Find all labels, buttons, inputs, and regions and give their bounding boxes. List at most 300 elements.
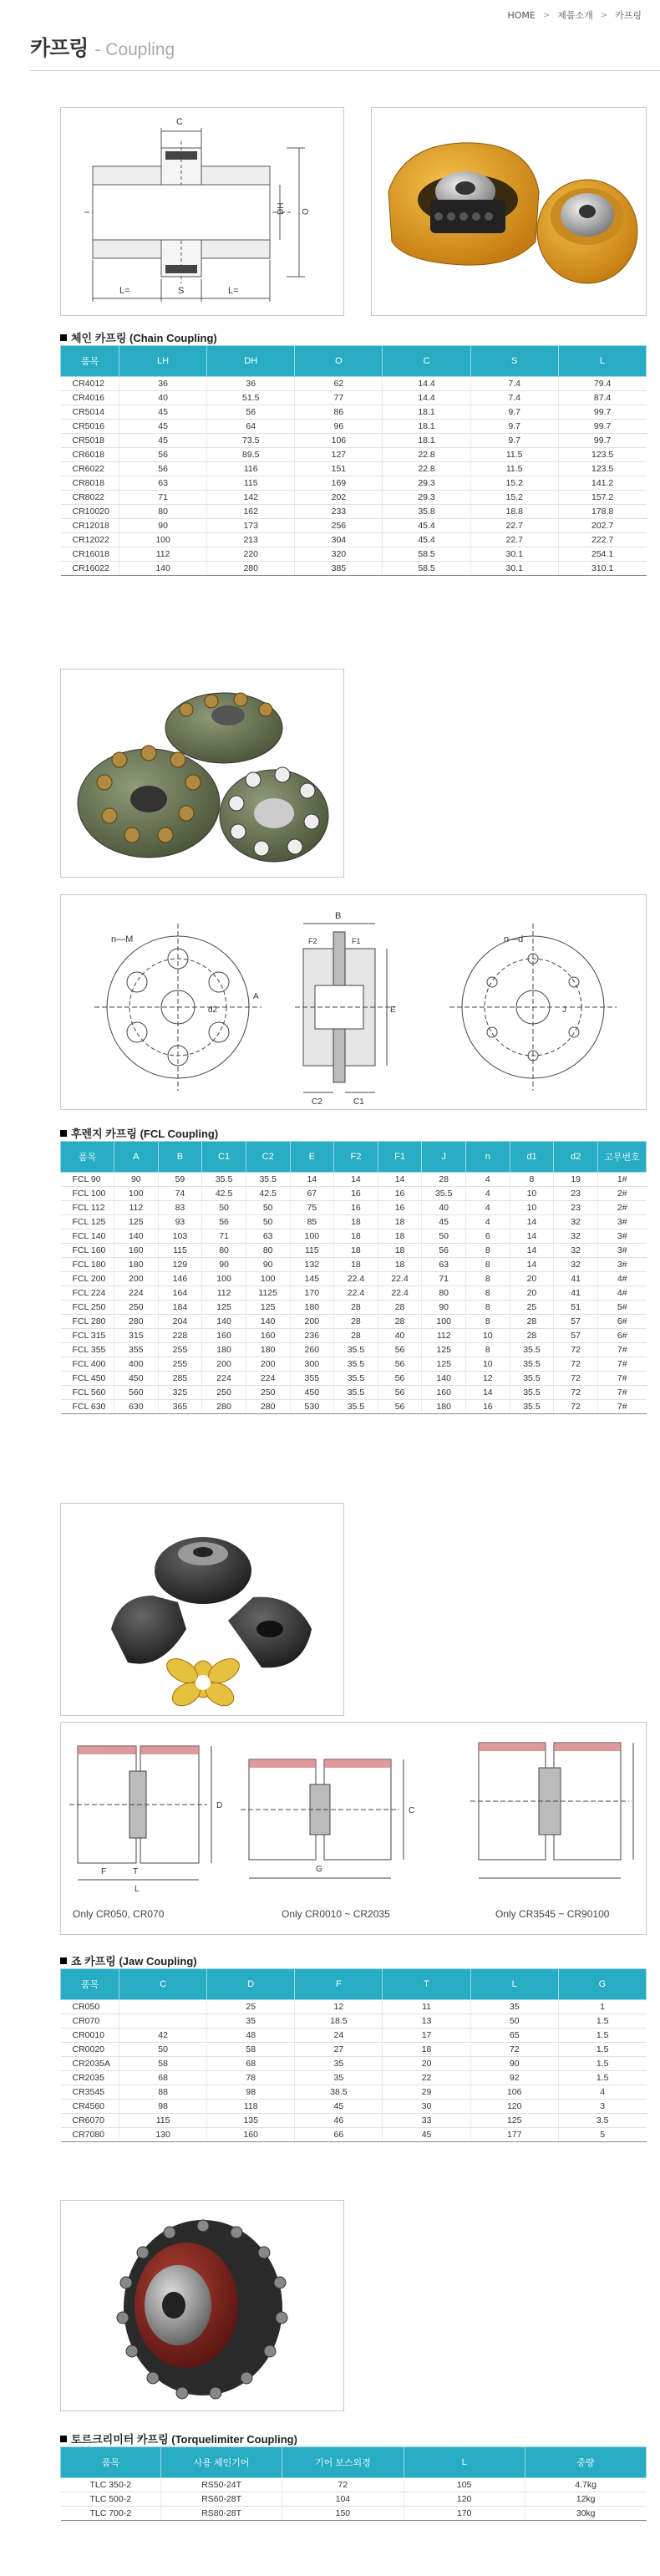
- fcl-table-cell: 630: [114, 1400, 159, 1414]
- jaw-table-cell: 12: [295, 2000, 383, 2014]
- chain-table-cell: 100: [119, 533, 207, 547]
- fcl-table-cell: 365: [158, 1400, 202, 1414]
- fcl-table-row: [61, 1215, 647, 1229]
- fcl-header-cell: J: [422, 1142, 466, 1173]
- fcl-header-cell: E: [290, 1142, 334, 1173]
- fcl-table-cell: 4: [466, 1215, 510, 1229]
- chain-table-cell: 18.1: [383, 420, 470, 434]
- chain-table-cell: 18.1: [383, 434, 470, 448]
- fcl-header-cell: B: [158, 1142, 202, 1173]
- fcl-table-cell: 90: [246, 1258, 290, 1272]
- fcl-table-cell: 8: [466, 1258, 510, 1272]
- chain-table-cell: CR6022: [61, 462, 119, 476]
- chevron-right-icon: >: [542, 10, 551, 20]
- fcl-table-cell: 28: [334, 1329, 378, 1343]
- chain-table-cell: 45.4: [383, 533, 470, 547]
- chain-table-cell: 71: [119, 491, 207, 505]
- jaw-table-cell: 25: [207, 2000, 295, 2014]
- chain-table-cell: 86: [295, 405, 383, 420]
- fcl-header-cell: F2: [334, 1142, 378, 1173]
- chain-table-cell: 36: [207, 377, 295, 391]
- jaw-table-cell: 35: [207, 2014, 295, 2029]
- chain-table-cell: 7.4: [470, 377, 558, 391]
- fcl-header-cell: A: [114, 1142, 159, 1173]
- page-title: [30, 32, 175, 62]
- jaw-table-cell: 65: [470, 2029, 558, 2043]
- chain-table-cell: 15.2: [470, 476, 558, 491]
- jaw-label-f: F: [101, 1867, 107, 1876]
- fcl-table-cell: 25: [510, 1301, 554, 1315]
- fcl-table-cell: FCL 100: [61, 1187, 114, 1201]
- chain-table-row: [61, 405, 647, 420]
- fcl-table-cell: 560: [114, 1386, 159, 1400]
- fcl-table-cell: 14: [378, 1173, 422, 1187]
- chain-coupling-photo: [371, 107, 647, 316]
- jaw-table-cell: 1.5: [558, 2043, 646, 2057]
- chain-table-cell: 106: [295, 434, 383, 448]
- chain-label-s: S: [178, 286, 185, 296]
- jaw-label-d: D: [216, 1801, 223, 1810]
- fcl-table-cell: 56: [378, 1343, 422, 1357]
- jaw-table-cell: 38.5: [295, 2085, 383, 2100]
- torque-table-cell: 12kg: [525, 2492, 646, 2507]
- jaw-table-cell: [119, 2000, 207, 2014]
- chain-table-cell: 35.8: [383, 505, 470, 519]
- fcl-table-cell: 250: [202, 1386, 246, 1400]
- fcl-table-cell: 530: [290, 1400, 334, 1414]
- fcl-table-cell: 100: [246, 1272, 290, 1286]
- fcl-table-cell: 40: [378, 1329, 422, 1343]
- fcl-table-cell: 12: [466, 1372, 510, 1386]
- fcl-table-cell: 4#: [598, 1272, 647, 1286]
- fcl-table-cell: 204: [158, 1315, 202, 1329]
- fcl-header-cell: 고무번호: [598, 1142, 647, 1173]
- fcl-table-cell: 115: [290, 1244, 334, 1258]
- chain-table-row: [61, 562, 647, 576]
- fcl-table-cell: 28: [378, 1315, 422, 1329]
- fcl-table-cell: 4#: [598, 1286, 647, 1301]
- fcl-table-cell: 14: [510, 1229, 554, 1244]
- fcl-label-f2: F2: [308, 937, 317, 945]
- fcl-header-cell: 품목: [61, 1142, 114, 1173]
- fcl-table-cell: FCL 140: [61, 1229, 114, 1244]
- fcl-table-cell: 80: [422, 1286, 466, 1301]
- jaw-table-cell: 130: [119, 2128, 207, 2142]
- jaw-table-cell: 22: [383, 2071, 470, 2085]
- jaw-table-cell: CR3545: [61, 2085, 119, 2100]
- fcl-table-cell: FCL 90: [61, 1173, 114, 1187]
- chain-header-cell: O: [295, 346, 383, 377]
- fcl-table-row: [61, 1315, 647, 1329]
- fcl-table-cell: 14: [466, 1386, 510, 1400]
- chain-table-cell: 30.1: [470, 562, 558, 576]
- fcl-table-cell: 74: [158, 1187, 202, 1201]
- fcl-table-cell: 10: [466, 1329, 510, 1343]
- fcl-table-cell: 56: [378, 1400, 422, 1414]
- fcl-table-row: [61, 1272, 647, 1286]
- chain-table-cell: 9.7: [470, 405, 558, 420]
- chain-table-cell: 151: [295, 462, 383, 476]
- chain-table-cell: CR16022: [61, 562, 119, 576]
- fcl-table-cell: 250: [246, 1386, 290, 1400]
- chain-table-cell: CR8018: [61, 476, 119, 491]
- fcl-table-cell: 300: [290, 1357, 334, 1372]
- fcl-table-cell: 35.5: [334, 1386, 378, 1400]
- fcl-table-cell: 35.5: [510, 1372, 554, 1386]
- fcl-table-cell: 71: [202, 1229, 246, 1244]
- jaw-table-cell: 50: [119, 2043, 207, 2057]
- fcl-table-cell: FCL 112: [61, 1201, 114, 1215]
- fcl-table-cell: 35.5: [334, 1343, 378, 1357]
- jaw-table-cell: 11: [383, 2000, 470, 2014]
- fcl-table-row: [61, 1286, 647, 1301]
- fcl-table-cell: 57: [554, 1315, 598, 1329]
- jaw-header-cell: 품목: [61, 1969, 119, 2000]
- jaw-table-cell: CR4560: [61, 2100, 119, 2114]
- chain-table-cell: 116: [207, 462, 295, 476]
- fcl-table-cell: 7#: [598, 1400, 647, 1414]
- fcl-table-cell: 50: [246, 1215, 290, 1229]
- fcl-table-cell: 125: [422, 1343, 466, 1357]
- chain-table-cell: 45.4: [383, 519, 470, 533]
- chain-table-cell: CR12018: [61, 519, 119, 533]
- breadcrumb-current[interactable]: 카프링: [615, 10, 642, 21]
- chevron-right-icon: >: [600, 10, 608, 20]
- fcl-table-cell: 23: [554, 1201, 598, 1215]
- jaw-coupling-heading: 죠 카프링 (Jaw Coupling): [60, 1952, 197, 1968]
- breadcrumb-home[interactable]: HOME: [507, 9, 536, 21]
- fcl-header-cell: d2: [554, 1142, 598, 1173]
- fcl-table-cell: 7#: [598, 1372, 647, 1386]
- fcl-table-cell: 10: [510, 1187, 554, 1201]
- chain-table-cell: 127: [295, 448, 383, 462]
- chain-table-cell: 73.5: [207, 434, 295, 448]
- torque-table-cell: 150: [282, 2507, 404, 2521]
- fcl-table-cell: 16: [378, 1201, 422, 1215]
- fcl-table-cell: 16: [334, 1187, 378, 1201]
- fcl-table-cell: 90: [114, 1173, 159, 1187]
- chain-label-c: C: [176, 117, 183, 127]
- fcl-table-cell: FCL 250: [61, 1301, 114, 1315]
- fcl-table-cell: 8: [466, 1272, 510, 1286]
- chain-table-cell: 162: [207, 505, 295, 519]
- jaw-table-cell: 48: [207, 2029, 295, 2043]
- jaw-table-row: [61, 2057, 647, 2071]
- chain-table-row: [61, 391, 647, 405]
- chain-table-cell: CR10020: [61, 505, 119, 519]
- fcl-table-cell: 236: [290, 1329, 334, 1343]
- title-divider: [30, 70, 660, 71]
- fcl-coupling-drawing: [60, 894, 647, 1110]
- fcl-table-cell: 56: [378, 1357, 422, 1372]
- fcl-header-cell: C2: [246, 1142, 290, 1173]
- jaw-header-cell: L: [470, 1969, 558, 2000]
- fcl-table-cell: 16: [334, 1201, 378, 1215]
- fcl-table-cell: 90: [422, 1301, 466, 1315]
- chain-table-cell: CR4012: [61, 377, 119, 391]
- chain-table-cell: 89.5: [207, 448, 295, 462]
- chain-table-row: [61, 547, 647, 562]
- fcl-table-cell: 125: [246, 1301, 290, 1315]
- fcl-label-j: J: [562, 1005, 566, 1015]
- fcl-table-cell: 28: [510, 1329, 554, 1343]
- fcl-table-cell: 3#: [598, 1244, 647, 1258]
- fcl-table-cell: 18: [378, 1258, 422, 1272]
- fcl-table-cell: 450: [114, 1372, 159, 1386]
- fcl-table-cell: 7#: [598, 1357, 647, 1372]
- fcl-table-row: [61, 1229, 647, 1244]
- chain-table-cell: 79.4: [558, 377, 646, 391]
- jaw-table-cell: 1.5: [558, 2014, 646, 2029]
- chain-table-row: [61, 519, 647, 533]
- fcl-table-cell: 450: [290, 1386, 334, 1400]
- fcl-table-cell: 16: [466, 1400, 510, 1414]
- jaw-table-cell: CR050: [61, 2000, 119, 2014]
- fcl-table-cell: 57: [554, 1329, 598, 1343]
- fcl-table-cell: 32: [554, 1215, 598, 1229]
- fcl-table-cell: 32: [554, 1244, 598, 1258]
- fcl-table-cell: FCL 355: [61, 1343, 114, 1357]
- fcl-table-cell: 260: [290, 1343, 334, 1357]
- chain-table-cell: CR12022: [61, 533, 119, 547]
- fcl-table-cell: 140: [246, 1315, 290, 1329]
- chain-table-cell: 202: [295, 491, 383, 505]
- jaw-table-cell: 106: [470, 2085, 558, 2100]
- chain-table-cell: 385: [295, 562, 383, 576]
- chain-table-cell: 99.7: [558, 420, 646, 434]
- fcl-table-cell: 22.4: [378, 1272, 422, 1286]
- chain-table-cell: 56: [207, 405, 295, 420]
- fcl-table-cell: 355: [114, 1343, 159, 1357]
- jaw-table-cell: 115: [119, 2114, 207, 2128]
- jaw-table-cell: 4: [558, 2085, 646, 2100]
- chain-header-cell: L: [558, 346, 646, 377]
- chain-table-row: [61, 377, 647, 391]
- fcl-table-cell: 35.5: [334, 1357, 378, 1372]
- fcl-table-cell: 125: [422, 1357, 466, 1372]
- fcl-table-cell: 28: [378, 1301, 422, 1315]
- torque-header-cell: 품목: [61, 2447, 161, 2478]
- chain-table-cell: 51.5: [207, 391, 295, 405]
- fcl-header-cell: F1: [378, 1142, 422, 1173]
- fcl-table-cell: 50: [202, 1201, 246, 1215]
- chain-coupling-heading: 체인 카프링 (Chain Coupling): [60, 329, 217, 345]
- chain-table-cell: 123.5: [558, 448, 646, 462]
- chain-table-cell: 18.8: [470, 505, 558, 519]
- chain-table-cell: 22.7: [470, 533, 558, 547]
- fcl-table-cell: 35.5: [202, 1173, 246, 1187]
- jaw-table-cell: 78: [207, 2071, 295, 2085]
- jaw-table-cell: 3: [558, 2100, 646, 2114]
- torque-limiter-table: [60, 2446, 647, 2521]
- chain-table-cell: 220: [207, 547, 295, 562]
- fcl-table-cell: 160: [202, 1329, 246, 1343]
- fcl-table-cell: 140: [202, 1315, 246, 1329]
- fcl-table-row: [61, 1386, 647, 1400]
- fcl-table-cell: 100: [114, 1187, 159, 1201]
- fcl-table-cell: 164: [158, 1286, 202, 1301]
- fcl-table-cell: 145: [290, 1272, 334, 1286]
- jaw-table-cell: 68: [207, 2057, 295, 2071]
- jaw-table-cell: CR6070: [61, 2114, 119, 2128]
- fcl-table-cell: 4: [466, 1187, 510, 1201]
- chain-table-cell: 304: [295, 533, 383, 547]
- bullet-square-icon: [60, 1130, 67, 1137]
- fcl-table-cell: 14: [334, 1173, 378, 1187]
- torque-limiter-photo: [60, 2200, 344, 2411]
- fcl-table-cell: 80: [202, 1244, 246, 1258]
- jaw-table-cell: 88: [119, 2085, 207, 2100]
- chain-table-cell: 115: [207, 476, 295, 491]
- fcl-table-cell: 18: [378, 1244, 422, 1258]
- jaw-table-cell: 50: [470, 2014, 558, 2029]
- fcl-table-cell: FCL 315: [61, 1329, 114, 1343]
- jaw-label-l: L: [135, 1885, 140, 1894]
- fcl-table-cell: 8: [466, 1244, 510, 1258]
- chain-table-cell: CR5014: [61, 405, 119, 420]
- fcl-table-cell: FCL 450: [61, 1372, 114, 1386]
- torque-header-cell: L: [404, 2447, 525, 2478]
- fcl-table-cell: 18: [378, 1229, 422, 1244]
- torque-table-cell: TLC 350-2: [61, 2478, 161, 2492]
- chain-table-cell: 254.1: [558, 547, 646, 562]
- chain-table-cell: 157.2: [558, 491, 646, 505]
- jaw-header-cell: C: [119, 1969, 207, 2000]
- fcl-table-cell: 180: [422, 1400, 466, 1414]
- fcl-table-cell: 280: [246, 1400, 290, 1414]
- fcl-table-cell: 1#: [598, 1173, 647, 1187]
- chain-table-cell: 233: [295, 505, 383, 519]
- jaw-table-cell: 18: [383, 2043, 470, 2057]
- breadcrumb: [507, 8, 642, 22]
- jaw-table-cell: 35: [470, 2000, 558, 2014]
- fcl-table-cell: 32: [554, 1258, 598, 1272]
- jaw-table-cell: 1.5: [558, 2029, 646, 2043]
- fcl-table-cell: 3#: [598, 1258, 647, 1272]
- jaw-table-cell: 90: [470, 2057, 558, 2071]
- fcl-table-cell: 3#: [598, 1215, 647, 1229]
- fcl-table-cell: 4: [466, 1201, 510, 1215]
- chain-header-cell: LH: [119, 346, 207, 377]
- fcl-table-cell: 18: [378, 1215, 422, 1229]
- chain-table-cell: 30.1: [470, 547, 558, 562]
- fcl-table-cell: 200: [246, 1357, 290, 1372]
- fcl-table-cell: 224: [246, 1372, 290, 1386]
- jaw-table-cell: 35: [295, 2071, 383, 2085]
- fcl-table-cell: 8: [510, 1173, 554, 1187]
- fcl-table-cell: 180: [290, 1301, 334, 1315]
- fcl-label-d2: d2: [208, 1005, 218, 1015]
- chain-table-cell: 142: [207, 491, 295, 505]
- fcl-table-cell: 35.5: [334, 1400, 378, 1414]
- torque-table-row: [61, 2507, 647, 2521]
- fcl-table-cell: 18: [334, 1244, 378, 1258]
- fcl-table-cell: 2#: [598, 1187, 647, 1201]
- fcl-table-row: [61, 1301, 647, 1315]
- fcl-table-cell: 90: [202, 1258, 246, 1272]
- fcl-table-cell: 160: [114, 1244, 159, 1258]
- fcl-table-cell: 115: [158, 1244, 202, 1258]
- jaw-table-row: [61, 2014, 647, 2029]
- fcl-table-cell: 200: [114, 1272, 159, 1286]
- chain-table-cell: 15.2: [470, 491, 558, 505]
- jaw-table-cell: 92: [470, 2071, 558, 2085]
- jaw-table-cell: 68: [119, 2071, 207, 2085]
- page-title-english: - Coupling: [94, 40, 175, 59]
- chain-table-cell: 64: [207, 420, 295, 434]
- fcl-table-row: [61, 1357, 647, 1372]
- fcl-table-cell: 42.5: [202, 1187, 246, 1201]
- fcl-table-cell: 45: [422, 1215, 466, 1229]
- fcl-table-cell: 35.5: [510, 1400, 554, 1414]
- fcl-table-cell: 6#: [598, 1315, 647, 1329]
- torque-table-cell: 30kg: [525, 2507, 646, 2521]
- fcl-table-cell: 224: [114, 1286, 159, 1301]
- fcl-label-nm: n—M: [111, 934, 134, 944]
- fcl-table-cell: 125: [114, 1215, 159, 1229]
- chain-table-cell: 178.8: [558, 505, 646, 519]
- jaw-table-cell: 118: [207, 2100, 295, 2114]
- fcl-table-cell: 59: [158, 1173, 202, 1187]
- fcl-table-cell: 103: [158, 1229, 202, 1244]
- jaw-table-cell: 98: [207, 2085, 295, 2100]
- fcl-table-cell: 18: [334, 1258, 378, 1272]
- torque-table-cell: 4.7kg: [525, 2478, 646, 2492]
- fcl-table-cell: 41: [554, 1272, 598, 1286]
- fcl-table-cell: 6#: [598, 1329, 647, 1343]
- jaw-header-cell: F: [295, 1969, 383, 2000]
- fcl-table-cell: 100: [422, 1315, 466, 1329]
- fcl-table-cell: 112: [114, 1201, 159, 1215]
- chain-table-row: [61, 462, 647, 476]
- fcl-table-cell: 200: [290, 1315, 334, 1329]
- jaw-table-cell: 1.5: [558, 2071, 646, 2085]
- fcl-table-cell: 80: [246, 1244, 290, 1258]
- jaw-label-t: T: [133, 1867, 139, 1876]
- breadcrumb-products[interactable]: 제품소개: [557, 10, 593, 21]
- fcl-table-row: [61, 1201, 647, 1215]
- fcl-table-cell: 255: [158, 1343, 202, 1357]
- fcl-table-cell: 63: [246, 1229, 290, 1244]
- fcl-table-cell: 160: [422, 1386, 466, 1400]
- fcl-table-cell: 35.5: [246, 1173, 290, 1187]
- fcl-label-b: B: [335, 911, 342, 921]
- fcl-table-cell: 63: [422, 1258, 466, 1272]
- fcl-table-cell: 42.5: [246, 1187, 290, 1201]
- chain-table-cell: 202.7: [558, 519, 646, 533]
- bullet-square-icon: [60, 1957, 67, 1964]
- jaw-table-cell: 125: [470, 2114, 558, 2128]
- chain-table-cell: 169: [295, 476, 383, 491]
- fcl-table-cell: 180: [246, 1343, 290, 1357]
- chain-table-cell: 45: [119, 434, 207, 448]
- jaw-table-cell: 29: [383, 2085, 470, 2100]
- jaw-coupling-table: [60, 1968, 647, 2142]
- jaw-table-cell: 18.5: [295, 2014, 383, 2029]
- fcl-table-cell: 18: [334, 1229, 378, 1244]
- fcl-table-row: [61, 1258, 647, 1272]
- fcl-label-a: A: [253, 992, 259, 1001]
- fcl-table-cell: 140: [422, 1372, 466, 1386]
- jaw-table-cell: CR2035: [61, 2071, 119, 2085]
- jaw-table-cell: 58: [119, 2057, 207, 2071]
- fcl-table-cell: 280: [202, 1400, 246, 1414]
- fcl-table-cell: 72: [554, 1372, 598, 1386]
- jaw-table-cell: 58: [207, 2043, 295, 2057]
- chain-table-cell: 36: [119, 377, 207, 391]
- fcl-table-cell: 14: [510, 1215, 554, 1229]
- chain-table-cell: CR4016: [61, 391, 119, 405]
